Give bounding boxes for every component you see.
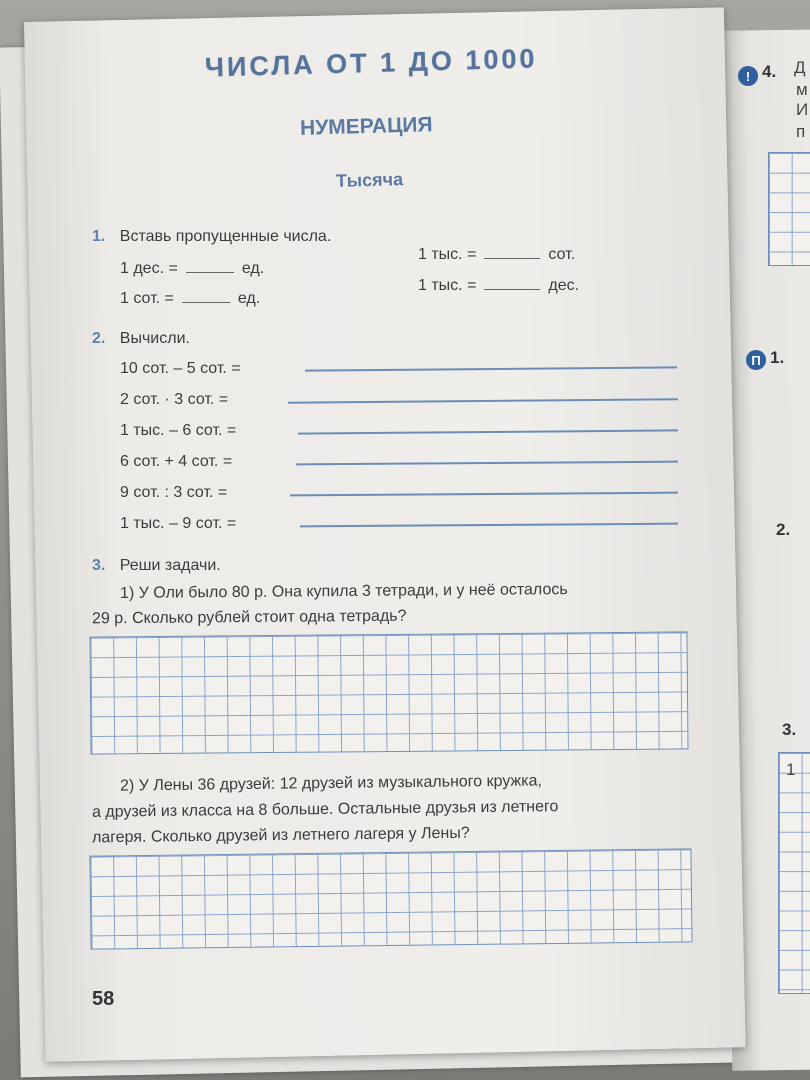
exclaim-badge-icon: ! xyxy=(738,66,758,86)
right-task1-number: 1. xyxy=(770,348,785,367)
task1-row-2 xyxy=(120,290,260,308)
problem2-line2: а друзей из класса на 8 больше. Остальные друзья из летнего xyxy=(91,798,559,821)
task3-header xyxy=(92,557,221,575)
task1-row-unit: ед. xyxy=(237,290,261,307)
answer-line[interactable] xyxy=(298,429,678,434)
task1-row-unit: сот. xyxy=(548,246,576,263)
expression: 2 сот. · 3 сот. = xyxy=(120,391,229,408)
task1-header xyxy=(92,228,331,246)
right-task4-number: 4. xyxy=(762,62,777,81)
problem1-line1: 1) У Оли было 80 р. Она купила 3 тетради, и у неё осталось xyxy=(119,581,568,602)
task1-row-unit: дес. xyxy=(548,277,580,294)
p-badge-icon: П xyxy=(746,350,766,370)
task1-row-3 xyxy=(418,246,575,264)
answer-blank[interactable] xyxy=(484,277,540,290)
task1-number: 1. xyxy=(92,228,106,245)
task1-row-1 xyxy=(120,260,264,278)
right-letter: м xyxy=(796,80,808,99)
task1-row-label: 1 сот. = xyxy=(120,290,174,307)
task3-number: 3. xyxy=(92,557,106,574)
task3-prompt: Реши задачи. xyxy=(119,557,221,574)
answer-line[interactable] xyxy=(305,366,677,371)
right-task2-number: 2. xyxy=(776,520,791,539)
page-subtitle: НУМЕРАЦИЯ xyxy=(299,113,433,140)
task1-prompt: Вставь пропущенные числа. xyxy=(119,228,332,245)
task2-number: 2. xyxy=(92,330,106,347)
answer-line[interactable] xyxy=(290,492,678,497)
problem2-line3: лагеря. Сколько друзей из летнего лагеря у Лены? xyxy=(91,824,470,847)
right-answer-grid xyxy=(768,152,810,266)
right-table-grid xyxy=(778,752,810,994)
answer-grid-1[interactable] xyxy=(89,631,688,754)
right-letter: Д xyxy=(794,58,806,77)
expression: 10 сот. – 5 сот. = xyxy=(120,360,241,377)
answer-line[interactable] xyxy=(288,398,678,403)
task1-row-unit: ед. xyxy=(241,260,265,277)
right-letter: п xyxy=(796,122,806,141)
expression: 9 сот. : 3 сот. = xyxy=(120,484,228,501)
answer-blank[interactable] xyxy=(186,260,234,273)
task2-prompt: Вычисли. xyxy=(119,330,190,347)
right-letter: И xyxy=(796,100,809,119)
problem2-line1: 2) У Лены 36 друзей: 12 друзей из музыкального кружка, xyxy=(119,772,542,795)
answer-line[interactable] xyxy=(296,461,678,466)
page-number: 58 xyxy=(92,988,115,1010)
task1-row-4 xyxy=(418,277,579,295)
task2-header xyxy=(92,330,190,348)
page-title: ЧИСЛА ОТ 1 ДО 1000 xyxy=(204,43,538,83)
expression: 1 тыс. – 6 сот. = xyxy=(120,422,237,439)
answer-line[interactable] xyxy=(300,523,678,528)
expression: 1 тыс. – 9 сот. = xyxy=(120,515,237,532)
answer-blank[interactable] xyxy=(484,246,540,259)
right-cell-value: 1 xyxy=(786,760,796,779)
section-title: Тысяча xyxy=(335,169,404,191)
problem1-line2: 29 р. Сколько рублей стоит одна тетрадь? xyxy=(91,607,407,628)
task1-row-label: 1 тыс. = xyxy=(418,246,477,263)
answer-grid-2[interactable] xyxy=(89,848,692,949)
answer-blank[interactable] xyxy=(182,290,230,303)
right-task3-number: 3. xyxy=(782,720,797,739)
task1-row-label: 1 дес. = xyxy=(120,260,178,277)
task1-row-label: 1 тыс. = xyxy=(418,277,477,294)
expression: 6 сот. + 4 сот. = xyxy=(120,453,233,470)
